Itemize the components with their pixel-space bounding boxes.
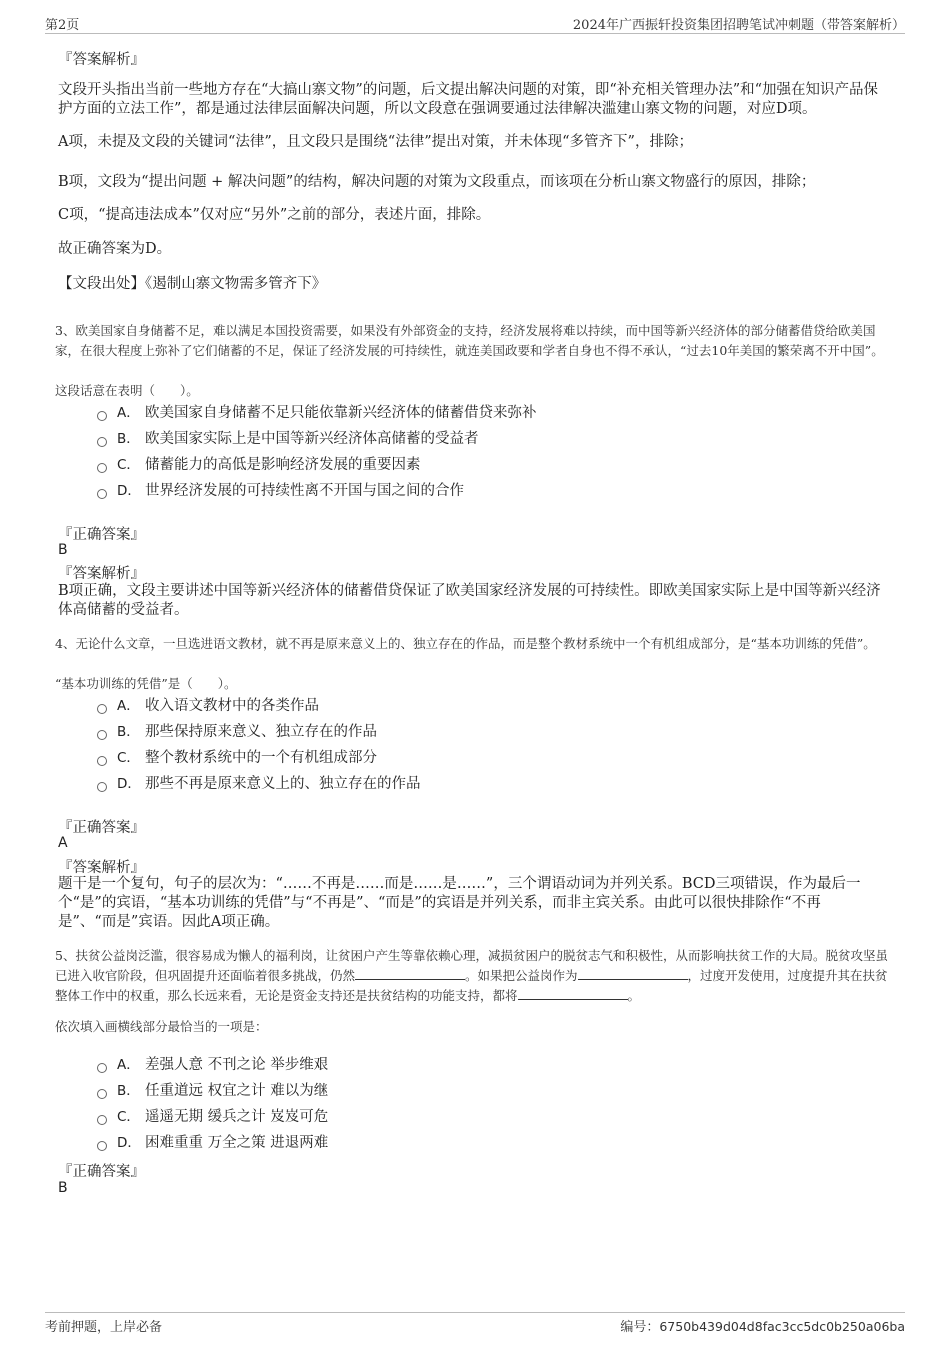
radio-icon[interactable] — [97, 1115, 107, 1125]
footer-code: 编号：6750b439d04d8fac3cc5dc0b250a06ba — [620, 1319, 905, 1335]
radio-icon[interactable] — [97, 756, 107, 766]
radio-icon[interactable] — [97, 704, 107, 714]
footer-slogan: 考前押题，上岸必备 — [45, 1320, 163, 1335]
header-rule — [45, 33, 905, 34]
source-label: 【文段出处】 — [58, 276, 145, 292]
correct-answer-label: 『正确答案』 — [58, 1164, 145, 1180]
page-number: 第2页 — [45, 18, 80, 33]
question-3-option-c[interactable]: C． 储蓄能力的高低是影响经济发展的重要因素 — [97, 455, 421, 475]
correct-answer: B — [58, 1180, 68, 1196]
radio-icon[interactable] — [97, 730, 107, 740]
question-4-option-c[interactable]: C． 整个教材系统中的一个有机组成部分 — [97, 748, 377, 768]
fill-blank-3[interactable] — [518, 987, 628, 1000]
question-4-prompt: “基本功训练的凭借”是（ ）。 — [55, 676, 237, 691]
correct-answer-label: 『正确答案』 — [58, 527, 145, 543]
fill-blank-1[interactable] — [355, 967, 465, 980]
analysis-option-b: B项，文段为“提出问题 + 解决问题”的结构，解决问题的对策为文段重点，而该项在分析山寨文物盛行的原因，排除； — [58, 174, 816, 190]
question-4-option-a[interactable]: A． 收入语文教材中的各类作品 — [97, 696, 319, 716]
radio-icon[interactable] — [97, 1089, 107, 1099]
question-5-option-a[interactable]: A． 差强人意 不刊之论 举步维艰 — [97, 1055, 328, 1075]
question-5-option-c[interactable]: C． 遥遥无期 缓兵之计 岌岌可危 — [97, 1107, 328, 1127]
fill-blank-2[interactable] — [578, 967, 688, 980]
analysis-option-c: C项，“提高违法成本”仅对应“另外”之前的部分，表述片面，排除。 — [58, 207, 491, 223]
source-title: 《遏制山寨文物需多管齐下》 — [145, 276, 327, 292]
footer-rule — [45, 1312, 905, 1313]
source-line — [58, 275, 326, 294]
analysis-label: 『答案解析』 — [58, 566, 145, 582]
correct-answer-label: 『正确答案』 — [58, 820, 145, 836]
question-4-option-b[interactable]: B． 那些保持原来意义、独立存在的作品 — [97, 722, 377, 742]
question-4-stem: 4、无论什么文章，一旦选进语文教材，就不再是原来意义上的、独立存在的作品，而是整个教材系统中一个有机组成部分，是“基本功训练的凭借”。 — [55, 636, 876, 651]
question-4-option-d[interactable]: D． 那些不再是原来意义上的、独立存在的作品 — [97, 774, 421, 794]
radio-icon[interactable] — [97, 463, 107, 473]
question-3-prompt: 这段话意在表明（ ）。 — [55, 383, 199, 398]
question-5-prompt: 依次填入画横线部分最恰当的一项是： — [55, 1019, 268, 1034]
analysis-conclusion: 故正确答案为D。 — [58, 241, 172, 257]
radio-icon[interactable] — [97, 411, 107, 421]
question-5-option-d[interactable]: D． 困难重重 万全之策 进退两难 — [97, 1133, 328, 1153]
radio-icon[interactable] — [97, 437, 107, 447]
question-5-option-b[interactable]: B． 任重道远 权宜之计 难以为继 — [97, 1081, 328, 1101]
radio-icon[interactable] — [97, 489, 107, 499]
correct-answer: A — [58, 835, 68, 851]
analysis-label: 『答案解析』 — [58, 860, 145, 876]
question-3-analysis: B项正确，文段主要讲述中国等新兴经济体的储蓄借贷保证了欧美国家经济发展的可持续性。即欧美国家实际上是中国等新兴经济体高储蓄的受益者。 — [58, 583, 881, 618]
question-3-option-d[interactable]: D． 世界经济发展的可持续性离不开国与国之间的合作 — [97, 481, 464, 501]
radio-icon[interactable] — [97, 1063, 107, 1073]
radio-icon[interactable] — [97, 782, 107, 792]
document-title: 2024年广西振轩投资集团招聘笔试冲刺题（带答案解析） — [572, 18, 905, 33]
question-4-analysis: 题干是一个复句，句子的层次为：“……不再是……而是……是……”，三个谓语动词为并列关系。BCD三项错误，作为最后一个“是”的宾语，“基本功训练的凭借”与“不再是”、“而是”的宾语是并列关系，而非主宾关系。由此可以很快排除作“不再是”、“而是”宾语。因此A项正确。 — [58, 876, 861, 930]
question-3-option-b[interactable]: B． 欧美国家实际上是中国等新兴经济体高储蓄的受益者 — [97, 429, 479, 449]
question-3-stem: 3、欧美国家自身储蓄不足，难以满足本国投资需要，如果没有外部资金的支持，经济发展将难以持续，而中国等新兴经济体的部分储蓄借贷给欧美国家，在很大程度上弥补了它们储蓄的不足，保证了经济发展的可持续性，就连美国政要和学者自身也不得不承认，“过去10年美国的繁荣离不开中国”。 — [55, 323, 884, 358]
question-3-option-a[interactable]: A． 欧美国家自身储蓄不足只能依靠新兴经济体的储蓄借贷来弥补 — [97, 403, 537, 423]
correct-answer: B — [58, 542, 68, 558]
analysis-paragraph: 文段开头指出当前一些地方存在“大搞山寨文物”的问题，后文提出解决问题的对策，即“补充相关管理办法”和“加强在知识产品保护方面的立法工作”，都是通过法律层面解决问题，所以文段意在强调要通过法律解决滥建山寨文物的问题，对应D项。 — [58, 82, 879, 117]
question-5-stem: 5、扶贫公益岗泛滥，很容易成为懒人的福利岗，让贫困户产生等靠依赖心理，减损贫困户的脱贫志气和积极性，从而影响扶贫工作的大局。脱贫攻坚虽已进入收官阶段，但巩固提升还面临着很多挑战，仍然 。如果把公益岗作为 ，过度开发使用，过度提升其在扶贫整体工作中的权重，那么长远来看，无论是资金支持还是扶贫结构的功能支持，都将 。 — [55, 948, 888, 1003]
analysis-label: 『答案解析』 — [58, 52, 145, 68]
radio-icon[interactable] — [97, 1141, 107, 1151]
analysis-option-a: A项，未提及文段的关键词“法律”，且文段只是围绕“法律”提出对策，并未体现“多管齐下”，排除； — [58, 134, 693, 150]
